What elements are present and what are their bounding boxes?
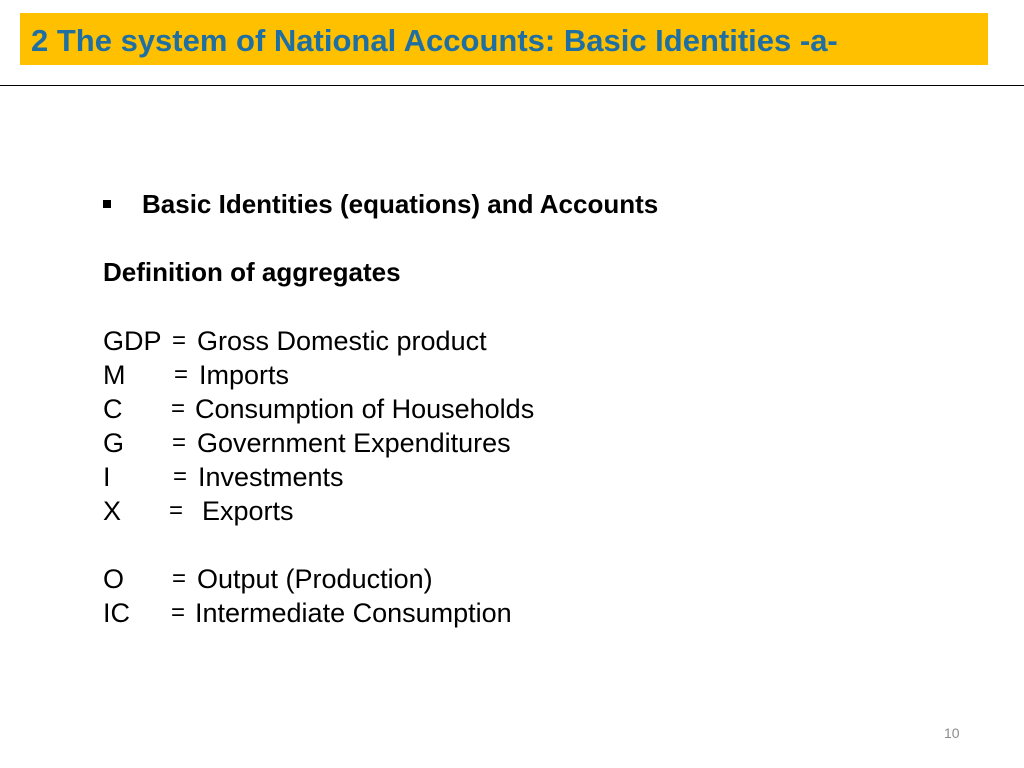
definition-row-ic — [103, 596, 803, 630]
definition-symbol: I — [103, 462, 111, 492]
definition-row-x — [103, 494, 803, 528]
equals-sign: = — [172, 565, 187, 592]
equals-sign: = — [173, 463, 188, 490]
bullet-text: Basic Identities (equations) and Accounts — [142, 189, 659, 219]
section-heading: Definition of aggregates — [103, 257, 401, 287]
equals-sign: = — [171, 395, 186, 422]
definition-description: Exports — [202, 496, 294, 526]
definition-row-i — [103, 460, 803, 494]
equals-sign: = — [169, 497, 184, 524]
definition-symbol: G — [103, 428, 125, 458]
definition-symbol: X — [103, 496, 122, 526]
title-divider — [0, 85, 1024, 86]
definition-symbol: O — [103, 564, 125, 594]
definition-description: Investments — [198, 462, 344, 492]
definition-row-o — [103, 562, 803, 596]
equals-sign: = — [172, 429, 187, 456]
equals-sign: = — [171, 599, 186, 626]
definition-row-c — [103, 392, 803, 426]
slide-title: 2 The system of National Accounts: Basic Identities -a- — [31, 22, 838, 58]
definition-description: Intermediate Consumption — [195, 598, 512, 628]
definition-row-m — [103, 358, 803, 392]
page-number: 10 — [944, 725, 960, 741]
equals-sign: = — [172, 327, 187, 354]
definition-symbol: IC — [103, 598, 130, 628]
definition-row-g — [103, 426, 803, 460]
bullet-item — [103, 189, 658, 219]
definition-symbol: GDP — [103, 326, 162, 356]
definition-description: Consumption of Households — [195, 394, 535, 424]
equals-sign: = — [174, 361, 189, 388]
definition-description: Imports — [199, 360, 290, 390]
definition-description: Government Expenditures — [197, 428, 511, 458]
definition-description: Gross Domestic product — [197, 326, 487, 356]
definition-list — [103, 324, 803, 630]
definition-symbol: M — [103, 360, 126, 390]
square-bullet-icon — [103, 200, 111, 208]
definition-row-gdp — [103, 324, 803, 358]
definition-symbol: C — [103, 394, 123, 424]
definition-description: Output (Production) — [197, 564, 433, 594]
title-banner — [20, 13, 988, 65]
